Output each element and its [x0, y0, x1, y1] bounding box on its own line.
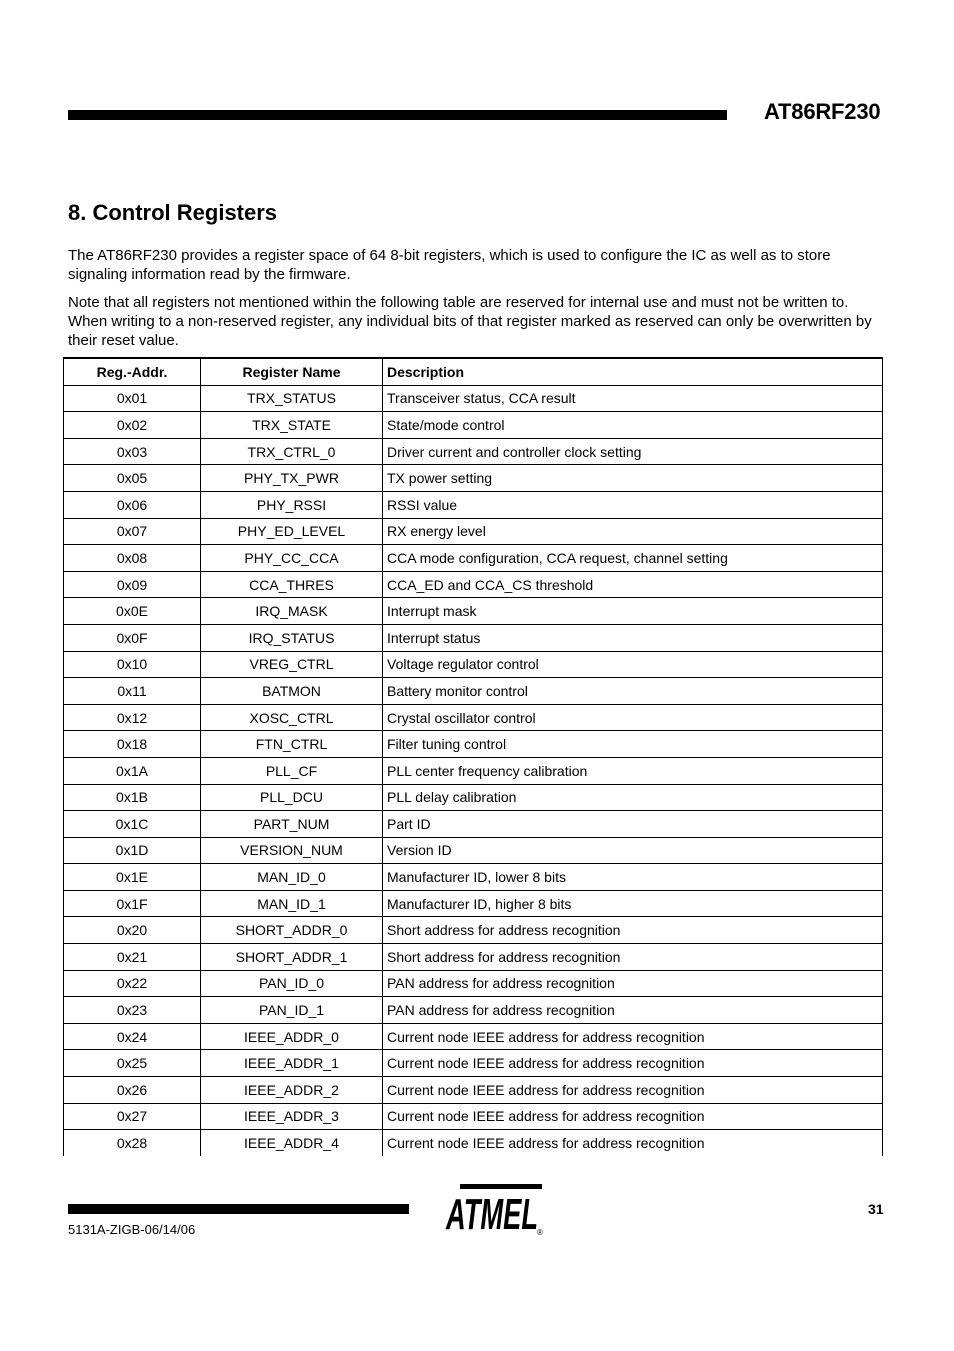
table-row: [64, 837, 883, 864]
cell-reg-addr: 0x1E: [64, 864, 201, 891]
header-register-name: Register Name: [201, 358, 383, 385]
header-reg-addr: Reg.-Addr.: [64, 358, 201, 385]
cell-reg-addr: 0x01: [64, 385, 201, 412]
table-row: [64, 598, 883, 625]
table-row: [64, 491, 883, 518]
cell-register-name: PHY_TX_PWR: [201, 465, 383, 492]
atmel-logo: [444, 1184, 546, 1236]
cell-description: Filter tuning control: [383, 731, 883, 758]
header-rule: [68, 110, 727, 120]
cell-register-name: MAN_ID_0: [201, 864, 383, 891]
cell-register-name: IEEE_ADDR_4: [201, 1130, 383, 1156]
table-row: [64, 624, 883, 651]
table-header-row: [64, 358, 883, 385]
table-row: [64, 1050, 883, 1077]
cell-reg-addr: 0x07: [64, 518, 201, 545]
cell-register-name: PHY_ED_LEVEL: [201, 518, 383, 545]
table-row: [64, 1023, 883, 1050]
register-table: [63, 357, 883, 1156]
cell-description: Voltage regulator control: [383, 651, 883, 678]
cell-register-name: PLL_DCU: [201, 784, 383, 811]
cell-reg-addr: 0x1B: [64, 784, 201, 811]
table-row: [64, 678, 883, 705]
cell-description: Current node IEEE address for address recognition: [383, 1130, 883, 1156]
cell-reg-addr: 0x12: [64, 704, 201, 731]
table-row: [64, 917, 883, 944]
cell-description: Interrupt status: [383, 624, 883, 651]
cell-register-name: TRX_CTRL_0: [201, 438, 383, 465]
table-row: [64, 731, 883, 758]
cell-reg-addr: 0x25: [64, 1050, 201, 1077]
cell-reg-addr: 0x27: [64, 1103, 201, 1130]
cell-register-name: TRX_STATE: [201, 412, 383, 439]
table-body: [64, 385, 883, 1156]
logo-wordmark: ATMEL: [445, 1190, 538, 1236]
table-row: [64, 1130, 883, 1156]
cell-description: Short address for address recognition: [383, 944, 883, 971]
intro-paragraph: The AT86RF230 provides a register space of 64 8-bit registers, which is used to configure the IC as well as to store signaling information read by the firmware.: [68, 247, 831, 283]
cell-reg-addr: 0x02: [64, 412, 201, 439]
cell-register-name: VREG_CTRL: [201, 651, 383, 678]
table-row: [64, 890, 883, 917]
cell-register-name: IEEE_ADDR_2: [201, 1077, 383, 1104]
cell-reg-addr: 0x05: [64, 465, 201, 492]
cell-register-name: PAN_ID_1: [201, 997, 383, 1024]
cell-description: PLL delay calibration: [383, 784, 883, 811]
cell-description: Manufacturer ID, lower 8 bits: [383, 864, 883, 891]
cell-register-name: BATMON: [201, 678, 383, 705]
table-row: [64, 651, 883, 678]
cell-description: Version ID: [383, 837, 883, 864]
cell-register-name: CCA_THRES: [201, 571, 383, 598]
note-paragraph: Note that all registers not mentioned within the following table are reserved for internal use and must not be written to. When writing to a non-reserved register, any individual bits of that register marked as reserved can only be overwritten by their reset value.: [68, 294, 872, 349]
cell-reg-addr: 0x23: [64, 997, 201, 1024]
section-title: 8. Control Registers: [68, 200, 278, 225]
cell-register-name: PHY_CC_CCA: [201, 545, 383, 572]
cell-description: Current node IEEE address for address recognition: [383, 1050, 883, 1077]
cell-description: Part ID: [383, 811, 883, 838]
cell-reg-addr: 0x11: [64, 678, 201, 705]
table-row: [64, 385, 883, 412]
cell-register-name: IEEE_ADDR_0: [201, 1023, 383, 1050]
table-row: [64, 970, 883, 997]
cell-register-name: IEEE_ADDR_3: [201, 1103, 383, 1130]
cell-description: Current node IEEE address for address recognition: [383, 1023, 883, 1050]
cell-register-name: IRQ_STATUS: [201, 624, 383, 651]
cell-reg-addr: 0x22: [64, 970, 201, 997]
cell-register-name: PAN_ID_0: [201, 970, 383, 997]
table-row: [64, 1077, 883, 1104]
cell-reg-addr: 0x1D: [64, 837, 201, 864]
cell-reg-addr: 0x20: [64, 917, 201, 944]
cell-reg-addr: 0x0E: [64, 598, 201, 625]
cell-reg-addr: 0x21: [64, 944, 201, 971]
cell-description: CCA mode configuration, CCA request, channel setting: [383, 545, 883, 572]
table-row: [64, 811, 883, 838]
table-row: [64, 784, 883, 811]
cell-description: PLL center frequency calibration: [383, 757, 883, 784]
cell-reg-addr: 0x09: [64, 571, 201, 598]
cell-reg-addr: 0x18: [64, 731, 201, 758]
page-number: 31: [868, 1201, 884, 1217]
cell-description: Manufacturer ID, higher 8 bits: [383, 890, 883, 917]
cell-register-name: IRQ_MASK: [201, 598, 383, 625]
table-row: [64, 944, 883, 971]
document-title: AT86RF230: [764, 99, 881, 124]
table-row: [64, 465, 883, 492]
table-row: [64, 704, 883, 731]
cell-description: Current node IEEE address for address recognition: [383, 1077, 883, 1104]
cell-register-name: MAN_ID_1: [201, 890, 383, 917]
table-row: [64, 997, 883, 1024]
cell-register-name: SHORT_ADDR_1: [201, 944, 383, 971]
cell-description: Current node IEEE address for address recognition: [383, 1103, 883, 1130]
cell-description: Transceiver status, CCA result: [383, 385, 883, 412]
cell-description: PAN address for address recognition: [383, 997, 883, 1024]
table-row: [64, 412, 883, 439]
cell-register-name: VERSION_NUM: [201, 837, 383, 864]
cell-reg-addr: 0x10: [64, 651, 201, 678]
cell-description: RSSI value: [383, 491, 883, 518]
cell-register-name: PART_NUM: [201, 811, 383, 838]
table-row: [64, 545, 883, 572]
cell-reg-addr: 0x1A: [64, 757, 201, 784]
cell-description: State/mode control: [383, 412, 883, 439]
cell-reg-addr: 0x0F: [64, 624, 201, 651]
table-row: [64, 518, 883, 545]
table-row: [64, 571, 883, 598]
header-description: Description: [383, 358, 883, 385]
cell-reg-addr: 0x06: [64, 491, 201, 518]
document-code: 5131A-ZIGB-06/14/06: [68, 1222, 196, 1237]
cell-description: CCA_ED and CCA_CS threshold: [383, 571, 883, 598]
cell-description: Crystal oscillator control: [383, 704, 883, 731]
table-row: [64, 1103, 883, 1130]
cell-reg-addr: 0x28: [64, 1130, 201, 1156]
cell-reg-addr: 0x08: [64, 545, 201, 572]
cell-register-name: TRX_STATUS: [201, 385, 383, 412]
table-row: [64, 864, 883, 891]
cell-register-name: PHY_RSSI: [201, 491, 383, 518]
cell-reg-addr: 0x26: [64, 1077, 201, 1104]
cell-reg-addr: 0x24: [64, 1023, 201, 1050]
cell-register-name: SHORT_ADDR_0: [201, 917, 383, 944]
cell-reg-addr: 0x03: [64, 438, 201, 465]
cell-register-name: FTN_CTRL: [201, 731, 383, 758]
table-row: [64, 757, 883, 784]
cell-description: Battery monitor control: [383, 678, 883, 705]
cell-description: TX power setting: [383, 465, 883, 492]
table-row: [64, 438, 883, 465]
cell-description: Interrupt mask: [383, 598, 883, 625]
cell-description: Driver current and controller clock setting: [383, 438, 883, 465]
registered-mark: ®: [537, 1228, 543, 1236]
cell-reg-addr: 0x1C: [64, 811, 201, 838]
cell-reg-addr: 0x1F: [64, 890, 201, 917]
footer-rule: [68, 1204, 409, 1214]
cell-description: PAN address for address recognition: [383, 970, 883, 997]
cell-register-name: PLL_CF: [201, 757, 383, 784]
cell-description: Short address for address recognition: [383, 917, 883, 944]
cell-description: RX energy level: [383, 518, 883, 545]
cell-register-name: XOSC_CTRL: [201, 704, 383, 731]
cell-register-name: IEEE_ADDR_1: [201, 1050, 383, 1077]
